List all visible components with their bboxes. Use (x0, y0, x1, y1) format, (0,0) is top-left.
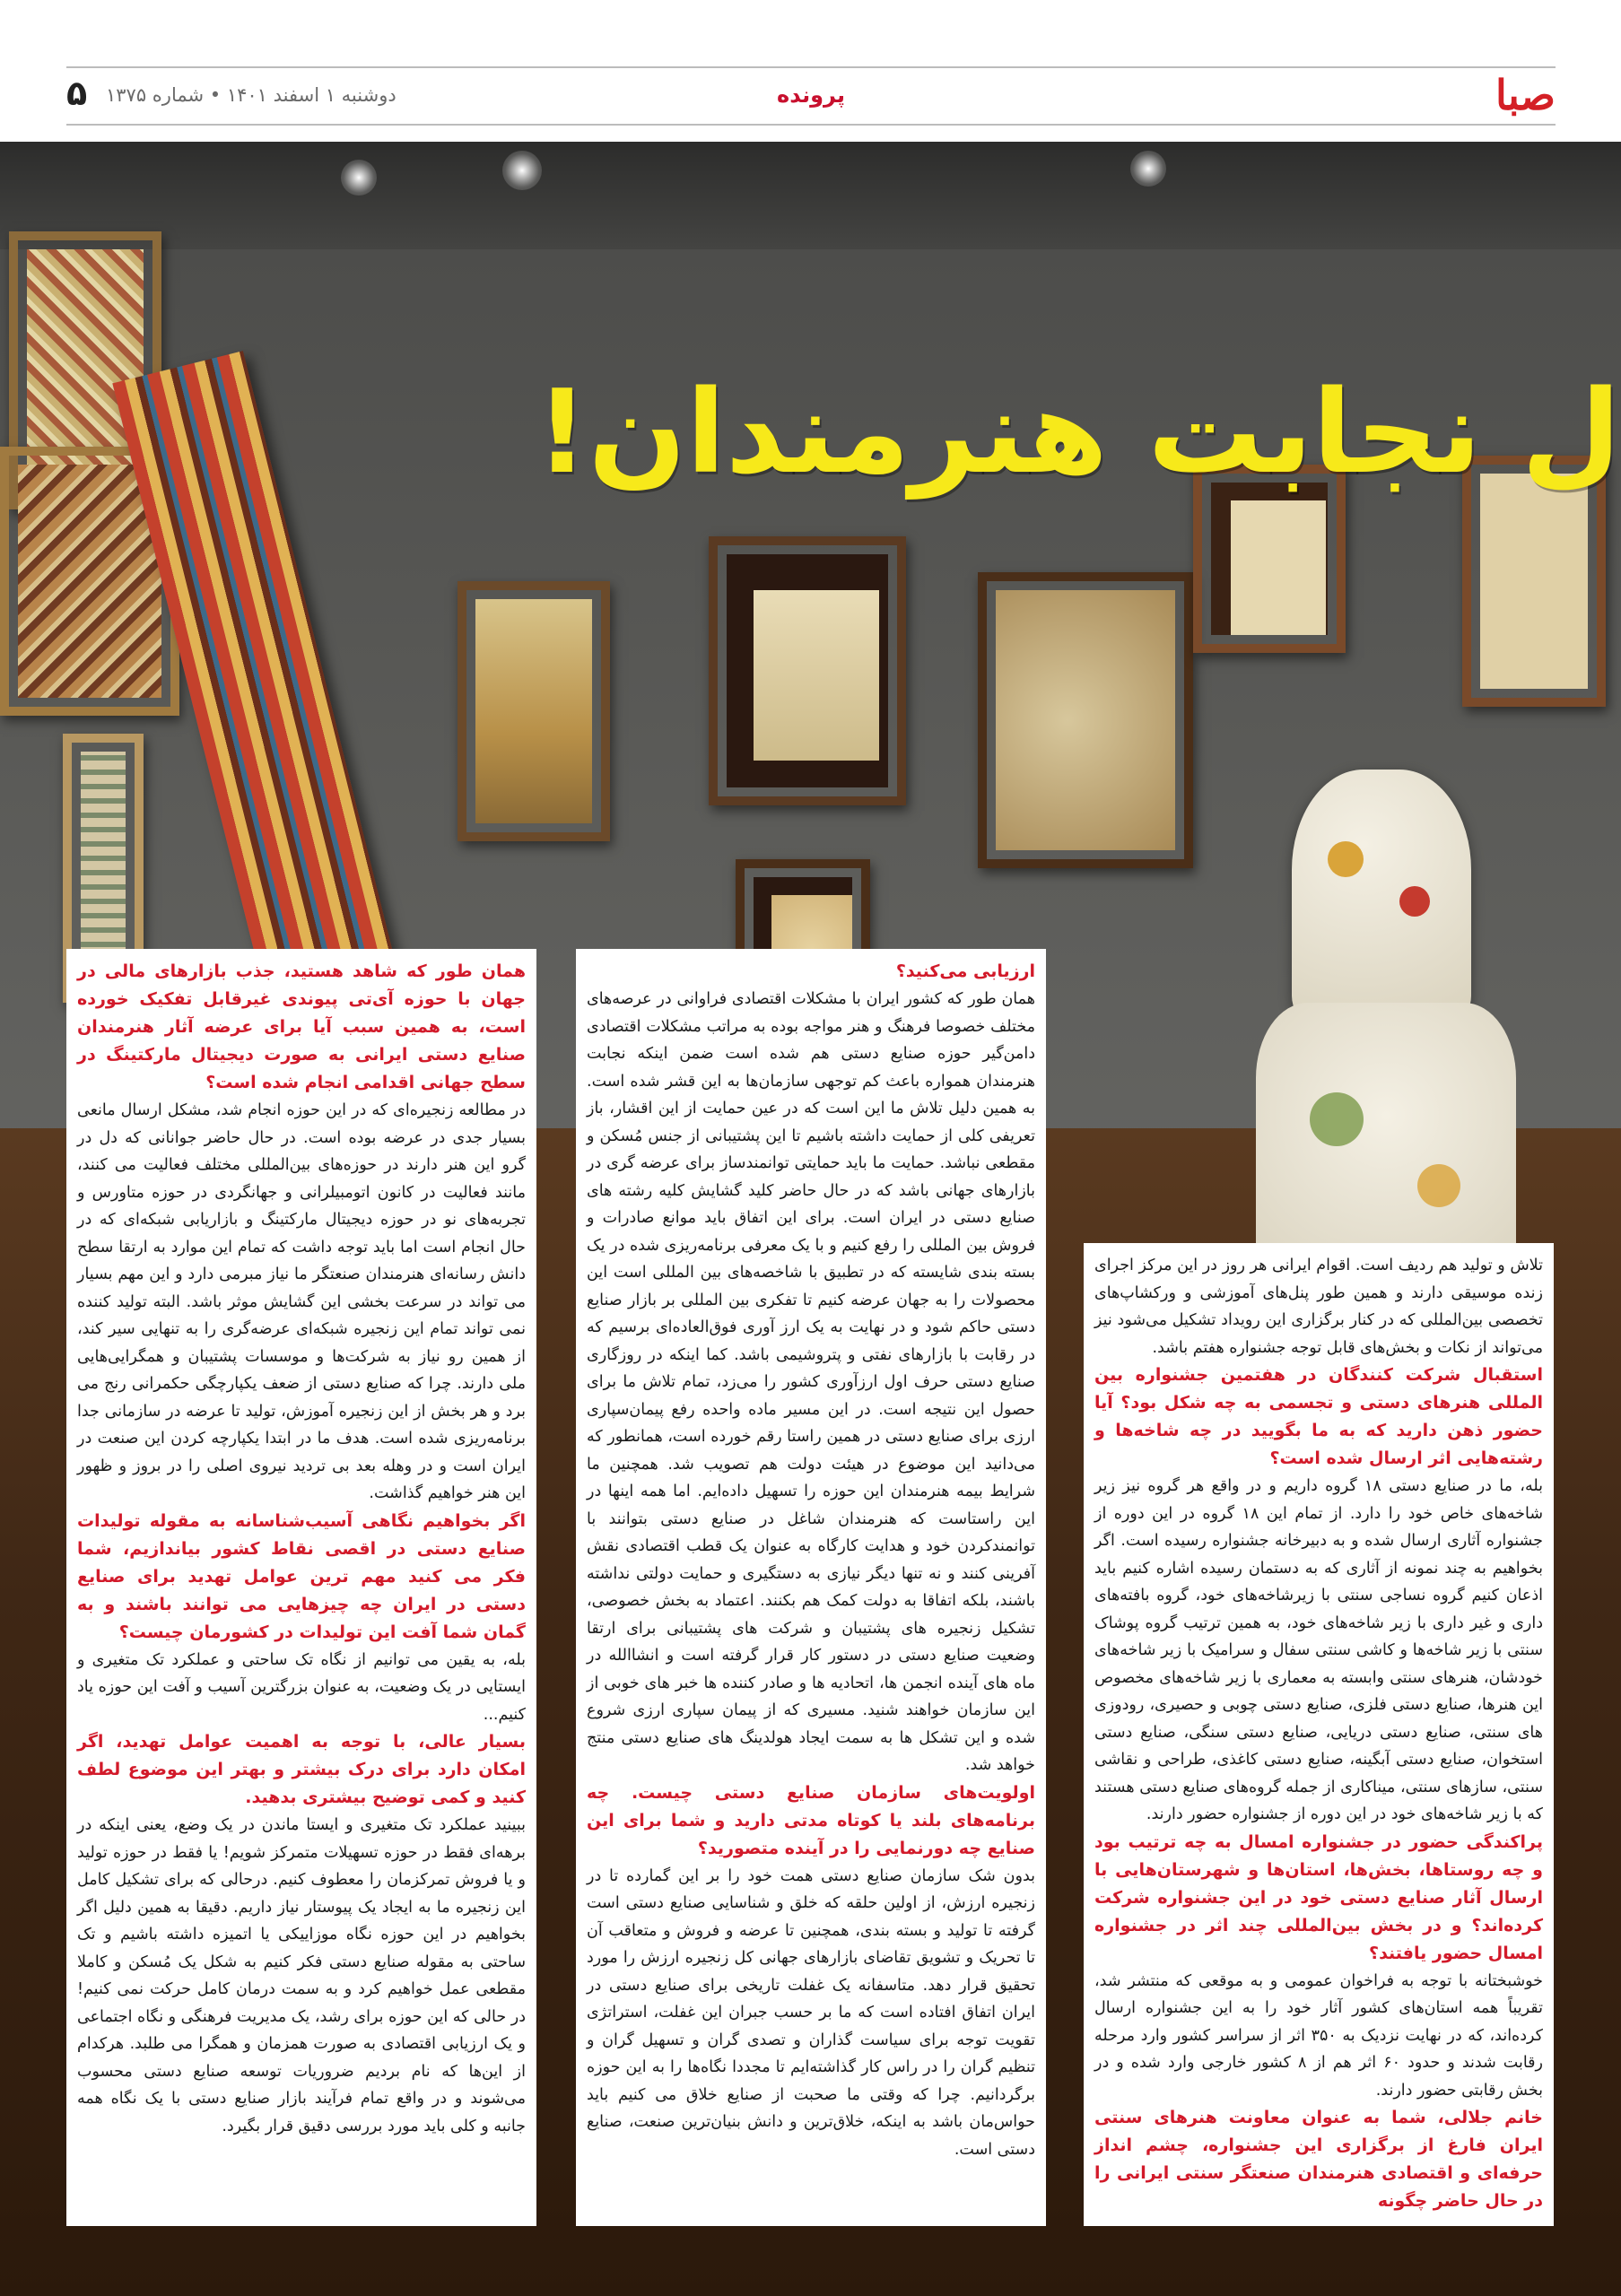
embroidery-motif (1328, 841, 1364, 877)
interview-question: همان طور که شاهد هستید، جذب بازارهای مالی در جهان با حوزه آی‌تی پیوندی غیرقابل تفکیک خورده است، به همین سبب آیا برای عرضه آثار هنرمندان صنایع دستی ایرانی به صورت دیجیتال مارکتینگ در سطح جهانی اقدامی انجام شده است؟ (77, 961, 526, 1092)
interview-question: پراکندگی حضور در جشنواره امسال به چه ترتیب بود و چه روستاها، بخش‌ها، استان‌ها و شهرستان‌هایی با ارسال آثار صنایع دستی خود در این جشنواره شرکت کرده‌اند؟ و در بخش بین‌المللی چند اثر در جشنواره امسال حضور یافتند؟ (1094, 1831, 1543, 1963)
article-column-right (1084, 1243, 1554, 2226)
paragraph: ببینید عملکرد تک متغیری و ایستا ماندن در یک وضع، یعنی اینکه در برهه‌ای فقط در حوزه تسهیلات متمرکز شویم! یا فقط در حوزه تولید و یا فروش تمرکزمان را معطوف کنیم. درحالی که برای تشکیل کامل این زنجیره ما به ایجاد یک پیوستار نیاز داریم. دقیقا به همین دلیل اگر بخواهیم در این حوزه نگاه موزاییکی یا اتمیزه داشته باشیم و تک ساحتی به مقوله صنایع دستی فکر کنیم به شکل یک مُسکن و کاملا مقطعی عمل خواهیم کرد و به سمت درمان کامل حرکت نمی کنیم! در حالی که این حوزه برای رشد، یک مدیریت فرهنگی و نگاه اجتماعی و یک ارزیابی اقتصادی به صورت همزمان و همگرا می طلبد. هرکدام از این‌ها که نام بردیم ضروریات توسعه صنایع دستی محسوب می‌شوند و در واقع تمام فرآیند بازار صنایع دستی با یک نگاه همه جانبه و کلی باید مورد بررسی دقیق قرار بگیرد. (77, 1816, 526, 2135)
embroidery-motif (1399, 886, 1430, 917)
paragraph: خوشبختانه با توجه به فراخوان عمومی و به موقعی که منتشر شد، تقریباً همه استان‌های کشور آثار خود را به این جشنواره ارسال کرده‌اند، که در نهایت نزدیک به ۳۵۰ اثر از سراسر کشور وارد مرحله رقابت شدند و حدود ۶۰ اثر هم از ۸ کشور خارجی وارد شده و در بخش رقابتی حضور دارند. (1094, 1971, 1544, 2100)
section-title: پرونده (777, 83, 845, 108)
embroidery-motif (1310, 1092, 1364, 1146)
article-column-left (66, 949, 536, 2226)
paragraph: بله، به یقین می توانیم از نگاه تک ساحتی و عملکرد تک متغیری و ایستایی در یک وضعیت، به عنوان بزرگترین آسیب و آفت این حوزه یاد کنیم... (77, 1650, 526, 1724)
framed-textile (978, 572, 1193, 868)
ceiling (0, 142, 1621, 249)
framed-calligraphy (709, 536, 906, 805)
interview-question: استقبال شرکت کنندگان در هفتمین جشنواره بین المللی هنرهای دستی و تجسمی به چه شکل بود؟ آیا حضور ذهن دارید که به ما بگویید در چه شاخه‌ها و رشته‌هایی اثر ارسال شده است؟ (1094, 1365, 1543, 1468)
interview-question: اگر بخواهیم نگاهی آسیب‌شناسانه به مقوله تولیدات صنایع دستی در اقصی نقاط کشور بیاندازیم، شما فکر می کنید مهم ترین عوامل تهدید برای صنایع دستی در ایران چه چیزهایی می توانند باشند و به گمان شما آفت این تولیدات در کشورمان چیست؟ (77, 1510, 526, 1642)
page-number: ۵ (66, 74, 88, 113)
embroidery-motif (1417, 1164, 1460, 1207)
newspaper-logo: صبا (1495, 71, 1556, 119)
paragraph: بله، ما در صنایع دستی ۱۸ گروه داریم و در واقع هر گروه نیز زیر شاخه‌های خاص خود را دارد. از تمام این ۱۸ گروه در این دوره از جشنواره آثاری ارسال شده و به دبیرخانه جشنواره رسیده است. اگر بخواهیم به چند نمونه از آثاری که به دستمان رسیده اشاره کنیم باید اذعان کنیم گروه نساجی سنتی با زیرشاخه‌های خود، گروه بافته‌های داری و غیر داری با زیر شاخه‌های خود، به همین ترتیب گروه پوشاک سنتی با زیر شاخه‌ها و کاشی سنتی سفال و سرامیک با زیر شاخه‌های خودشان، هنرهای سنتی وابسته به معماری با زیر شاخه‌های مخصوص این هنرها، صنایع دستی فلزی، صنایع دستی چوبی و حصیری، رودوزی های سنتی، صنایع دستی دریایی، صنایع دستی سنگی، صنایع دستی استخوان، صنایع دستی آبگینه، صنایع دستی کاغذی، طراحی و نقاشی سنتی، سازهای سنتی، میناکاری از جمله گروه‌های صنایع دستی هستند که با زیر شاخه‌های خود در این دوره از جشنواره حضور دارند. (1094, 1477, 1543, 1823)
ceiling-light (341, 160, 377, 196)
page-header (66, 66, 1556, 126)
interview-question: ارزیابی می‌کنید؟ (895, 961, 1035, 981)
interview-question: خانم جلالی، شما به عنوان معاونت هنرهای سنتی ایران فارغ از برگزاری این جشنواره، چشم انداز حرفه‌ای و اقتصادی هنرمندان صنعتگر سنتی ایرانی را در حال حاضر چگونه (1094, 2108, 1543, 2211)
paragraph: بدون شک سازمان صنایع دستی همت خود را بر این گمارده تا در زنجیره ارزش، از اولین حلقه که خلق و شناسایی صنایع دستی است گرفته تا تولید و بسته بندی، همچنین تا عرضه و فروش و متعاقب آن تا تحریک و تشویق تقاضای بازارهای جهانی کل زنجیره ارزش را مورد تحقیق قرار دهد. متاسفانه یک غفلت تاریخی برای صنایع دستی در ایران اتفاق افتاده است که ما بر حسب جبران این غفلت، استراتژی تقویت توجه برای سیاست گذاران و تصدی گران و تسهیل گران و تنظیم گران را در راس کار گذاشته‌ایم تا مجددا نگاه‌ها را به این حوزه برگردانیم. چرا که وقتی ما صحبت از صنایع خلاق می کنیم باید حواس‌مان باشد به اینکه، خلاق‌ترین و دانش بنیان‌ترین صنعت، صنایع دستی است. (587, 1866, 1035, 2159)
ceiling-light (1130, 151, 1166, 187)
article-column-middle (576, 949, 1046, 2226)
interview-question: اولویت‌های سازمان صنایع دستی چیست. چه برنامه‌های بلند یا کوتاه مدتی دارید و شما برای این صنایع چه دورنمایی را در آینده متصورید؟ (587, 1782, 1035, 1858)
framed-miniature (458, 581, 610, 841)
headline: ل نجابت هنرمندان! (536, 366, 1621, 500)
embroidered-dress-top (1292, 770, 1471, 1021)
ceiling-light (502, 151, 542, 190)
interview-question: بسیار عالی، با توجه به اهمیت عوامل تهدید، اگر امکان دارد برای درک بیشتر و بهتر این موضوع لطف کنید و کمی توضیح بیشتری بدهید. (77, 1732, 526, 1807)
paragraph: تلاش و تولید هم ردیف است. اقوام ایرانی هر روز در این مرکز اجرای زنده موسیقی دارند و همین طور پنل‌های آموزشی و ورکشاپ‌های تخصصی بین‌المللی که در کنار برگزاری این رویداد تشکیل می‌شود نیز می‌تواند از نکات و بخش‌های قابل توجه جشنواره هفتم باشد. (1094, 1257, 1543, 1357)
issue-date: دوشنبه ۱ اسفند ۱۴۰۱ • شماره ۱۳۷۵ (106, 84, 397, 106)
paragraph: همان طور که کشور ایران با مشکلات اقتصادی فراوانی در عرصه‌های مختلف خصوصا فرهنگ و هنر مواجه بوده به مراتب مشکلات اقتصادی دامن‌گیر حوزه صنایع دستی هم شده است ضمن اینکه نجابت هنرمندان همواره باعث کم توجهی سازمان‌ها به این قشر شده است. به همین دلیل تلاش ما این است که در عین حمایت از این اقشار، باز تعریفی کلی از حمایت داشته باشیم تا این پشتیبانی از جنس مُسکن و مقطعی نباشد. حمایت ما باید حمایتی توانمندساز برای عرضه گری در بازارهای جهانی باشد که در حال حاضر کلید گشایش کلیه رشته های صنایع دستی در ایران است. برای این اتفاق باید موانع صادرات و فروش بین المللی را رفع کنیم و با یک معرفی برنامه‌ریزی شده در یک بسته بندی شایسته که در تطبیق با شاخصه‌های بین المللی است این محصولات را به جهان عرضه کنیم تا تفکری بین المللی بر بازار صنایع دستی حاکم شود و در نهایت به یک ارز آوری فوق‌العاده‌ای برسیم که در رقابت با بازارهای نفتی و پتروشیمی باشد. کما اینکه در روزگاری صنایع دستی حرف اول ارزآوری کشور را می‌زد، تمام تلاش ما برای حصول این نتیجه است. در این مسیر ماده واحده رفع پیمان‌سپاری ارزی برای صنایع دستی در همین راستا رقم خورده است، همانطور که می‌دانید این موضوع در هیئت دولت هم تصویب شد. همچنین ما شرایط بیمه هنرمندان این حوزه را تسهیل داده‌ایم. اما همه اینها در این راستاست که هنرمندان شاغل در صنایع دستی بتوانند با توانمندکردن خود و هدایت کارگاه به عنوان یک قطب اقتصادی نقش آفرینی کنند و نه تنها دیگر نیازی به دستگیری و حمایت دولتی نداشته باشند، بلکه اتفاقا به دولت کمک هم بکنند. اعتماد به بخش خصوصی، تشکیل زنجیره های پشتیبان و شرکت های پشتیبانی برای ارتقا وضعیت صنایع دستی در دستور کار قرار گرفته است و انشاالله در ماه های آینده انجمن ها، اتحادیه ها و صادر کننده ها خبر های خوبی از این سازمان خواهند شنید. مسیری که از پیمان سپاری ارزی شروع شده و این تشکل ها به سمت ایجاد هولدینگ های صنایع دستی منتج خواهد شد. (587, 990, 1035, 1774)
paragraph: در مطالعه زنجیره‌ای که در این حوزه انجام شد، مشکل ارسال مانعی بسیار جدی در عرضه بوده است. در حال حاضر جوانانی که دل در گرو این هنر دارند در حوزه‌های بین‌المللی مختلف فعالیت می کنند، مانند فعالیت در کانون اتومبیلرانی و جهانگردی در حوزه متاورس و تجربه‌های نو در حوزه دیجیتال مارکتینگ و بازاریابی شبکه‌ای که در حال انجام است اما باید توجه داشت که تمام این موارد به ارتقا سطح دانش رسانه‌ای هنرمندان صنعتگر ما نیاز مبرمی دارد و این مهم بسیار می تواند در سرعت بخشی این گشایش موثر باشد. البته تولید کننده نمی تواند تمام این زنجیره شبکه‌ای عرضه‌گری را به تنهایی سیر کند، از همین رو نیاز به شرکت‌ها و موسسات پشتیبان و همگرایی‌هایی ملی دارند. چرا که صنایع دستی از ضعف یکپارچگی حکمرانی رنج می برد و هر بخش از این زنجیره آموزش، تولید تا عرضه در سازمانی جدا برنامه‌ریزی شده است. هدف ما در ابتدا یکپارچه کردن این صنعت در ایران است و در وهله بعد بی تردید نیروی اصلی را در بروز و ظهور این هنر خواهیم گذاشت. (77, 1101, 526, 1502)
